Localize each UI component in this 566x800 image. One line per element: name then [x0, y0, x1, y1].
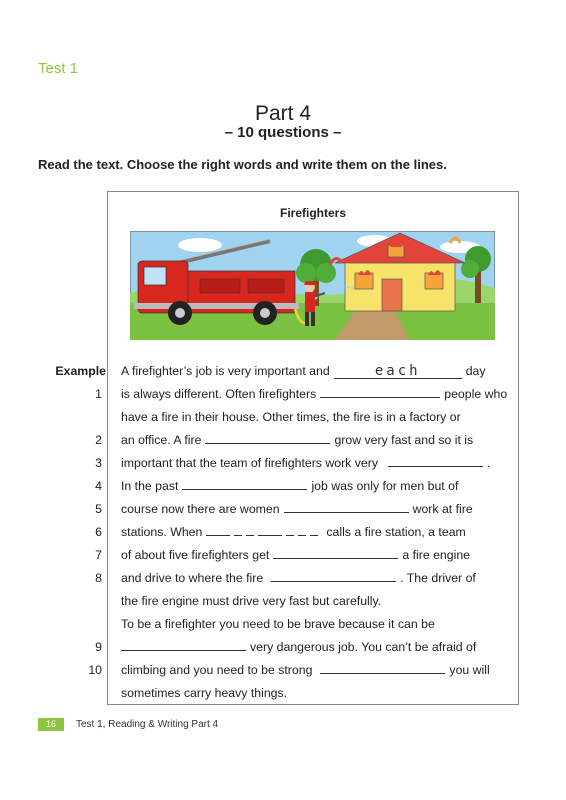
passage-line: sometimes carry heavy things. — [121, 686, 288, 700]
question-number-3: 3 — [95, 456, 102, 470]
question-number-5: 5 — [95, 502, 102, 516]
page-number-badge: 16 — [38, 718, 64, 731]
question-number-4: 4 — [95, 479, 102, 493]
answer-blank-3[interactable] — [388, 454, 483, 467]
question-number-9: 9 — [95, 640, 102, 654]
answer-blank-9[interactable] — [121, 638, 246, 651]
passage-line-5: course now there are women work at fire — [121, 502, 473, 516]
answer-blank-2[interactable] — [205, 431, 330, 444]
question-number-8: 8 — [95, 571, 102, 585]
passage-line: have a fire in their house. Other times, the fire is in a factory or — [121, 410, 461, 424]
part-subtitle: – 10 questions – — [224, 124, 342, 141]
passage-line-6: stations. When calls a fire station, a team — [121, 525, 466, 539]
passage-line-3: important that the team of firefighters work very . — [121, 456, 491, 470]
question-number-6: 6 — [95, 525, 102, 539]
test-label: Test 1 — [38, 60, 79, 77]
passage-line-4: In the past job was only for men but of — [121, 479, 459, 493]
answer-blank-4[interactable] — [182, 477, 307, 490]
passage-line-example: A firefighter’s job is very important and each day — [121, 363, 486, 379]
passage-line-10: climbing and you need to be strong you will — [121, 663, 490, 677]
question-number-10: 10 — [88, 663, 102, 677]
answer-blank-6[interactable] — [206, 525, 322, 539]
instruction-text: Read the text. Choose the right words and write them on the lines. — [38, 157, 447, 172]
answer-blank-5[interactable] — [284, 500, 409, 513]
passage-line-2: an office. A fire grow very fast and so it is — [121, 433, 474, 447]
answer-blank-8[interactable] — [271, 569, 396, 582]
footer-text: Test 1, Reading & Writing Part 4 — [76, 719, 219, 730]
example-answer-field[interactable]: each — [334, 364, 462, 379]
question-number-7: 7 — [95, 548, 102, 562]
passage-line-7: of about five firefighters get a fire engine — [121, 548, 471, 562]
question-number-2: 2 — [95, 433, 102, 447]
passage-line: To be a firefighter you need to be brave because it can be — [121, 617, 435, 631]
passage-line-9: very dangerous job. You can’t be afraid of — [121, 638, 476, 656]
passage-title: Firefighters — [279, 206, 346, 220]
answer-blank-1[interactable] — [320, 385, 440, 398]
passage-line: the fire engine must drive very fast but carefully. — [121, 594, 382, 608]
answer-blank-7[interactable] — [273, 546, 398, 559]
question-number-1: 1 — [95, 387, 102, 401]
passage-line-8: and drive to where the fire . The driver of — [121, 571, 476, 585]
answer-blank-10[interactable] — [320, 661, 445, 674]
passage-line-1: is always different. Often firefighters people who — [121, 387, 508, 401]
firefighters-illustration — [130, 231, 495, 340]
example-label: Example — [55, 364, 106, 378]
part-title: Part 4 — [254, 102, 312, 125]
